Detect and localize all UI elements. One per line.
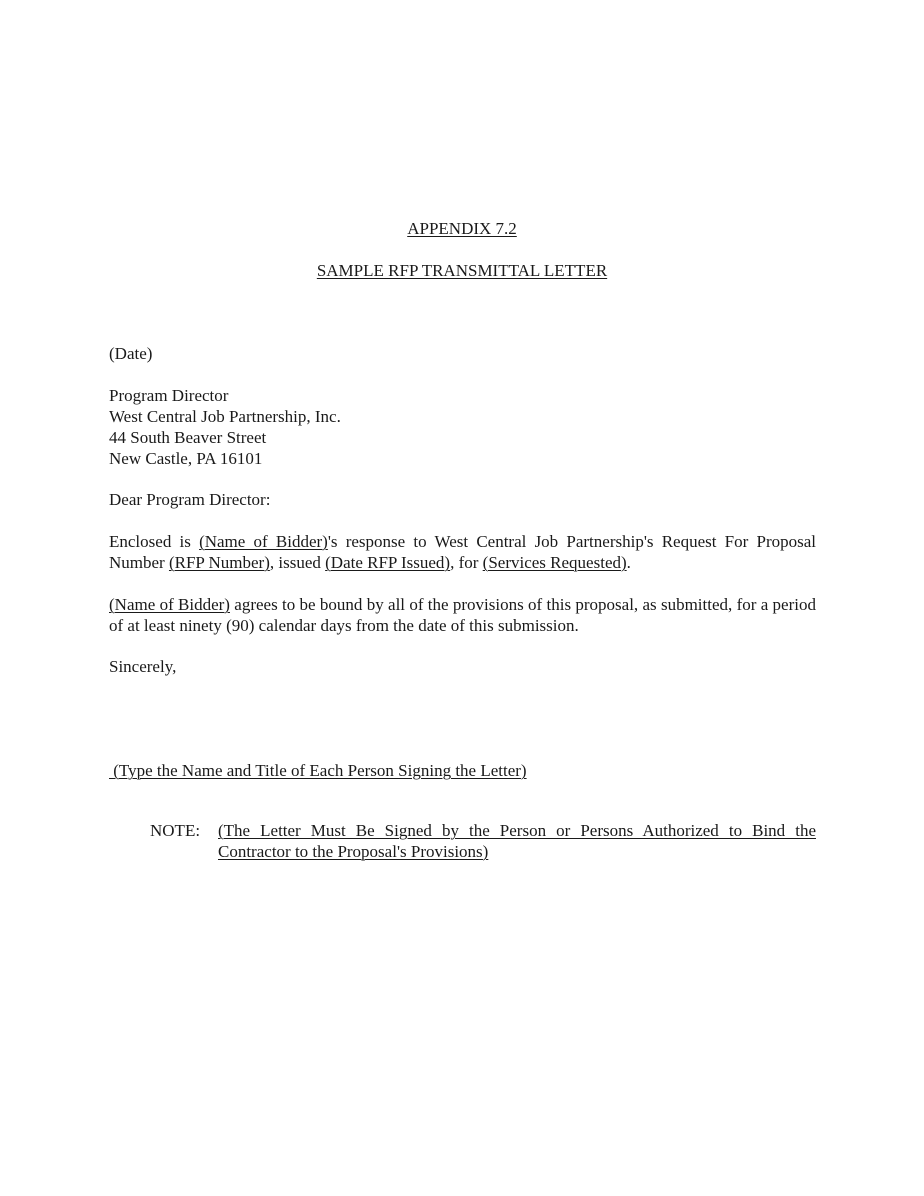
salutation: Dear Program Director: xyxy=(109,490,271,509)
note-text xyxy=(218,820,816,862)
signature-line: (Type the Name and Title of Each Person Signing the Letter) xyxy=(109,761,527,780)
date-placeholder: (Date) xyxy=(109,344,153,363)
note-content: (The Letter Must Be Signed by the Person or Persons Authorized to Bind the Contractor to the Proposal's Provisions) xyxy=(218,821,816,861)
bidder-name-field: (Name of Bidder) xyxy=(199,532,328,551)
services-field: (Services Requested) xyxy=(482,553,627,572)
date-issued-field: (Date RFP Issued) xyxy=(325,553,451,572)
rfp-number-field: (RFP Number) xyxy=(168,553,270,572)
paragraph-text: Enclosed is xyxy=(109,532,200,551)
paragraph-text: . xyxy=(626,553,631,572)
letter-title: SAMPLE RFP TRANSMITTAL LETTER xyxy=(316,261,608,280)
paragraph-text: 's response to West Central Job Partnership's Request For Proposal Number xyxy=(109,532,817,572)
recipient-line: 44 South Beaver Street xyxy=(109,428,267,447)
appendix-heading: APPENDIX 7.2 xyxy=(407,219,517,238)
note-label: NOTE: xyxy=(150,821,201,840)
paragraph-text: , for xyxy=(450,553,483,572)
bidder-name-field: (Name of Bidder) xyxy=(109,595,230,614)
agreement-paragraph xyxy=(109,594,816,636)
recipient-line: Program Director xyxy=(109,386,229,405)
closing: Sincerely, xyxy=(109,657,177,676)
paragraph-text: , issued xyxy=(269,553,326,572)
paragraph-text: agrees to be bound by all of the provisions of this proposal, as submitted, for a period of at least ninety (90) calendar days from the date of this submission. xyxy=(109,595,816,635)
enclosure-paragraph xyxy=(109,531,816,573)
recipient-line: New Castle, PA 16101 xyxy=(109,449,263,468)
recipient-line: West Central Job Partnership, Inc. xyxy=(109,407,341,426)
